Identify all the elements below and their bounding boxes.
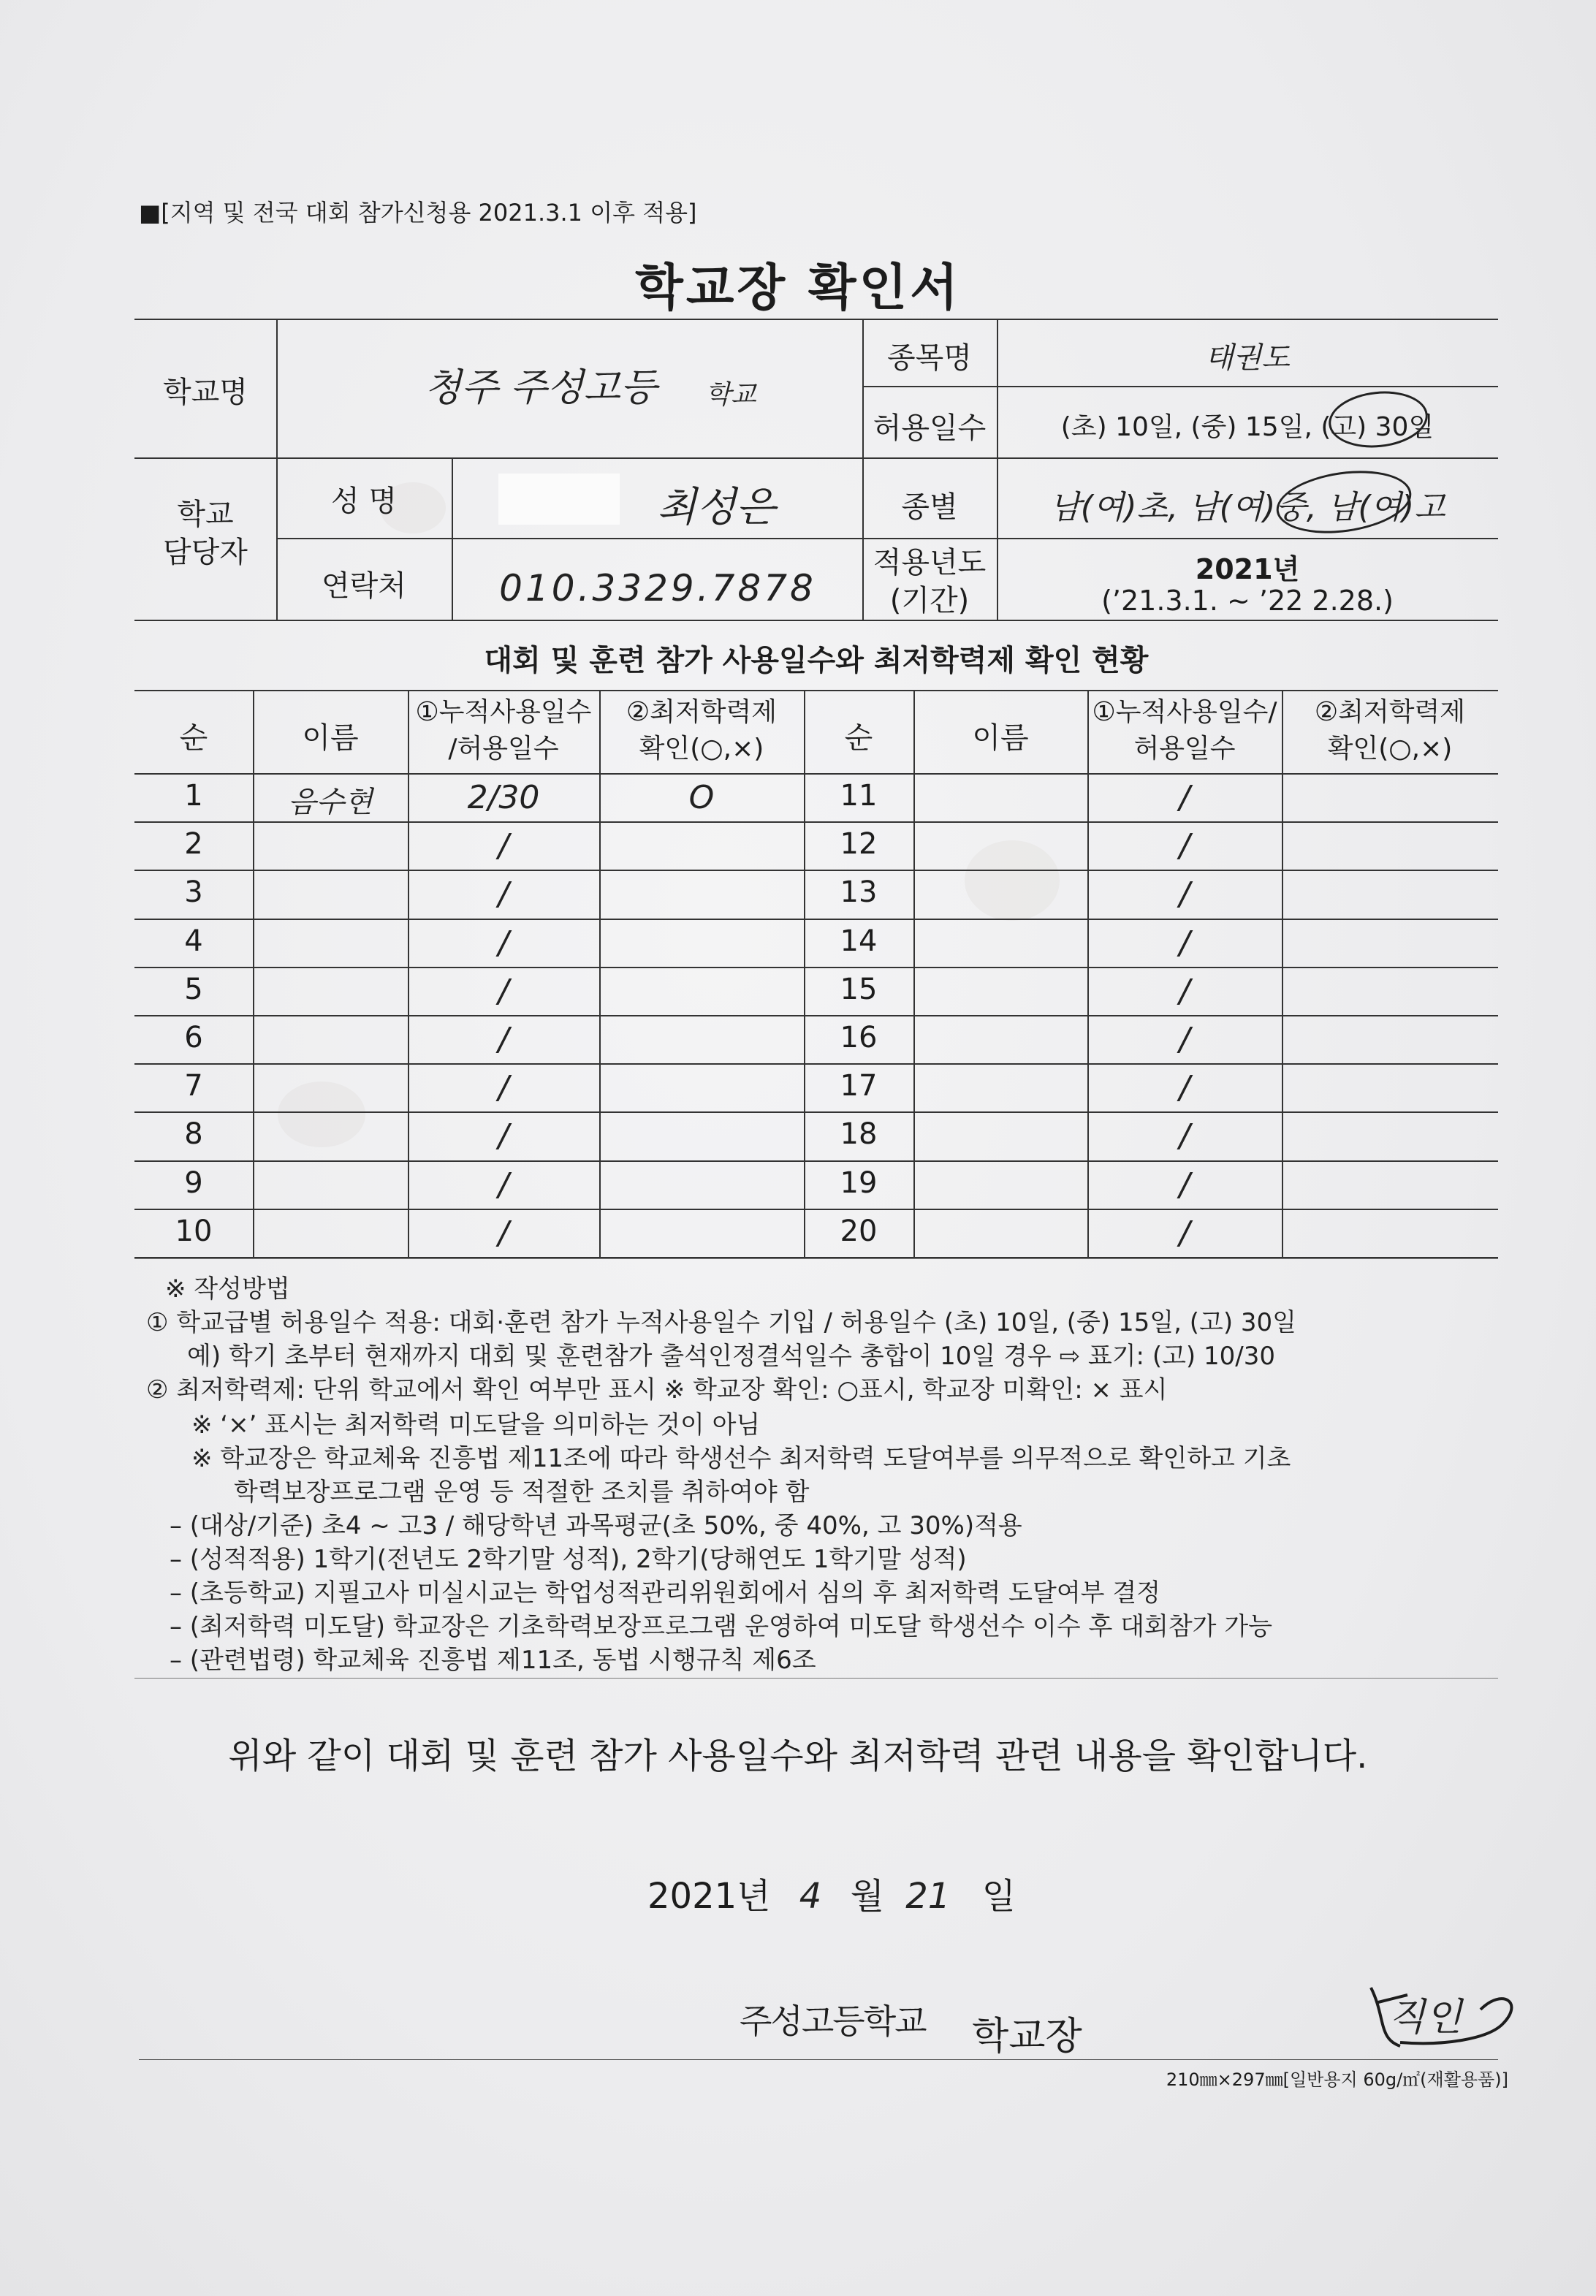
section-title: 대회 및 훈련 참가 사용일수와 최저학력제 확인 현황 [484,644,1149,677]
school-stamp: 주성고등학교 [740,2002,926,2041]
row-number: 13 [840,875,878,909]
table-border [452,457,453,620]
contact-label: 연락처 [322,569,406,603]
row-number: 16 [840,1021,878,1054]
principal-title: 학교장 [972,2015,1082,2059]
row-days: / [1179,924,1190,962]
date-day: 21 [905,1876,951,1917]
note-line: – (최저학력 미도달) 학교장은 기초학력보장프로그램 운영하여 미도달 학생선수 이수 후 대회참가 가능 [170,1612,1273,1641]
gender-value: 남(여)초, 남(여)중, 남(여)고 [1049,489,1445,526]
header-no: 순 [179,721,208,755]
date-month: 4 [799,1876,822,1917]
note-line: 예) 학기 초부터 현재까지 대회 및 훈련참가 출석인정결석일수 총합이 10일 경우 ⇨ 표기: (고) 10/30 [187,1342,1275,1371]
note-line: – (대상/기준) 초4 ~ 고3 / 해당학년 과목평균(초 50%, 중 40%, 고 30%)적용 [170,1511,1022,1540]
date-day-label: 일 [981,1876,1016,1917]
row-days: / [498,875,509,913]
row-days: / [498,1021,509,1058]
row-number: 11 [840,779,878,813]
table-border [599,690,601,1257]
days-value: (초) 10일, (중) 15일, (고) 30일 [1060,412,1434,442]
row-number: 2 [184,827,203,861]
period-value: (’21.3.1. ~ ’22 2.28.) [1101,585,1394,617]
header-check: ②최저학력제 확인(○,×) [626,697,778,764]
sport-label: 종목명 [887,341,972,375]
confirmation-text: 위와 같이 대회 및 훈련 참가 사용일수와 최저학력 관련 내용을 확인합니다. [228,1736,1368,1776]
row-number: 4 [184,924,203,958]
row-days: / [1179,1214,1190,1252]
manager-label: 학교 담당자 [163,498,248,569]
table-border [134,821,1498,823]
table-border [134,1111,1498,1113]
table-border [134,1160,1498,1162]
header-name: 이름 [302,721,359,755]
header-no: 순 [844,721,873,755]
row-number: 14 [840,924,878,958]
paper-stain [965,840,1060,921]
row-number: 20 [840,1214,878,1248]
row-days: / [1179,1069,1190,1106]
row-days: / [1179,1166,1190,1204]
table-border [134,1209,1498,1210]
selection-circle [1272,463,1416,541]
school-label: 학교명 [163,376,248,409]
notes-heading: ※ 작성방법 [165,1274,290,1304]
row-days: / [498,924,509,962]
row-days: / [498,1117,509,1155]
redaction-box [498,474,620,525]
row-number: 8 [184,1117,203,1151]
table-border [134,919,1498,920]
row-number: 9 [184,1166,203,1200]
row-number: 3 [184,875,203,909]
row-days: 2/30 [467,779,540,816]
row-days: / [1179,1021,1190,1058]
form-note: ■[지역 및 전국 대회 참가신청용 2021.3.1 이후 적용] [139,199,697,227]
date-month-label: 월 [850,1876,884,1917]
note-line: ※ 학교장은 학교체육 진흥법 제11조에 따라 학생선수 최저학력 도달여부를 의무적으로 확인하고 기초 [191,1444,1291,1473]
table-border [253,690,254,1257]
row-days: / [498,1166,509,1204]
row-number: 18 [840,1117,878,1151]
signature-icon [1356,1973,1539,2061]
row-days: / [1179,779,1190,816]
note-line: – (관련법령) 학교체육 진흥법 제11조, 동법 시행규칙 제6조 [170,1646,816,1675]
note-line: ② 최저학력제: 단위 학교에서 확인 여부만 표시 ※ 학교장 확인: ○표시, 학교장 미확인: × 표시 [146,1375,1168,1404]
date-year: 2021년 [647,1876,771,1917]
seal-signature: 직인 [1388,1996,1462,2040]
note-line: 학력보장프로그램 운영 등 적절한 조치를 취하여야 함 [234,1478,810,1507]
row-number: 7 [184,1069,203,1103]
table-border [913,690,915,1257]
days-label: 허용일수 [873,411,987,445]
divider [134,1678,1498,1679]
row-name: 음수현 [288,786,373,819]
contact-value: 010.3329.7878 [499,567,816,609]
page-title: 학교장 확인서 [635,259,961,317]
paper-spec: 210㎜×297㎜[일반용지 60g/㎡(재활용품)] [1166,2069,1508,2090]
year-label: 적용년도 (기간) [873,546,987,617]
sport-value: 태권도 [1205,341,1290,375]
row-days: / [1179,973,1190,1010]
row-check: O [688,779,715,816]
row-days: / [498,827,509,864]
row-number: 1 [184,779,203,813]
note-line: ① 학교급별 허용일수 적용: 대회·훈련 참가 누적사용일수 기입 / 허용일수 (초) 10일, (중) 15일, (고) 30일 [146,1308,1296,1337]
date-line [647,1868,1016,1918]
table-border [134,457,1498,459]
table-border [276,538,1498,539]
name-label: 성 명 [331,484,397,518]
note-line: – (초등학교) 지필고사 미실시교는 학업성적관리위원회에서 심의 후 최저학력 도달여부 결정 [170,1578,1161,1608]
divider [139,2059,1498,2060]
row-days: / [498,1069,509,1106]
row-number: 6 [184,1021,203,1054]
row-number: 17 [840,1069,878,1103]
row-days: / [498,973,509,1010]
table-border [134,690,1498,691]
row-days: / [1179,1117,1190,1155]
note-line: – (성적적용) 1학기(전년도 2학기말 성적), 2학기(당해연도 1학기말 성적) [170,1545,967,1574]
table-border [134,1015,1498,1016]
year-value: 2021년 [1195,553,1300,585]
table-border [134,870,1498,871]
row-number: 10 [175,1214,213,1248]
header-check: ②최저학력제 확인(○,×) [1314,697,1466,764]
row-days: / [1179,875,1190,913]
header-days: ①누적사용일수/ 허용일수 [1092,697,1277,764]
table-border [134,773,1498,775]
note-line: ※ ‘×’ 표시는 최저학력 미도달을 의미하는 것이 아님 [191,1410,761,1440]
header-days: ①누적사용일수 /허용일수 [415,697,592,764]
header-name: 이름 [972,721,1029,755]
table-border [862,386,1498,387]
row-number: 15 [840,973,878,1006]
row-number: 19 [840,1166,878,1200]
divider [134,1258,1498,1259]
row-number: 12 [840,827,878,861]
row-days: / [498,1214,509,1252]
school-value: 청주 주성고등 [425,366,657,410]
paper-stain [278,1082,365,1147]
gender-label: 종별 [901,490,958,524]
name-value: 최성은 [656,484,776,531]
table-border [1282,690,1283,1257]
table-border [134,319,1498,320]
table-border [134,1063,1498,1065]
row-number: 5 [184,973,203,1006]
row-days: / [1179,827,1190,864]
school-suffix: 학교 [705,380,756,410]
table-border [134,620,1498,621]
table-border [134,967,1498,968]
